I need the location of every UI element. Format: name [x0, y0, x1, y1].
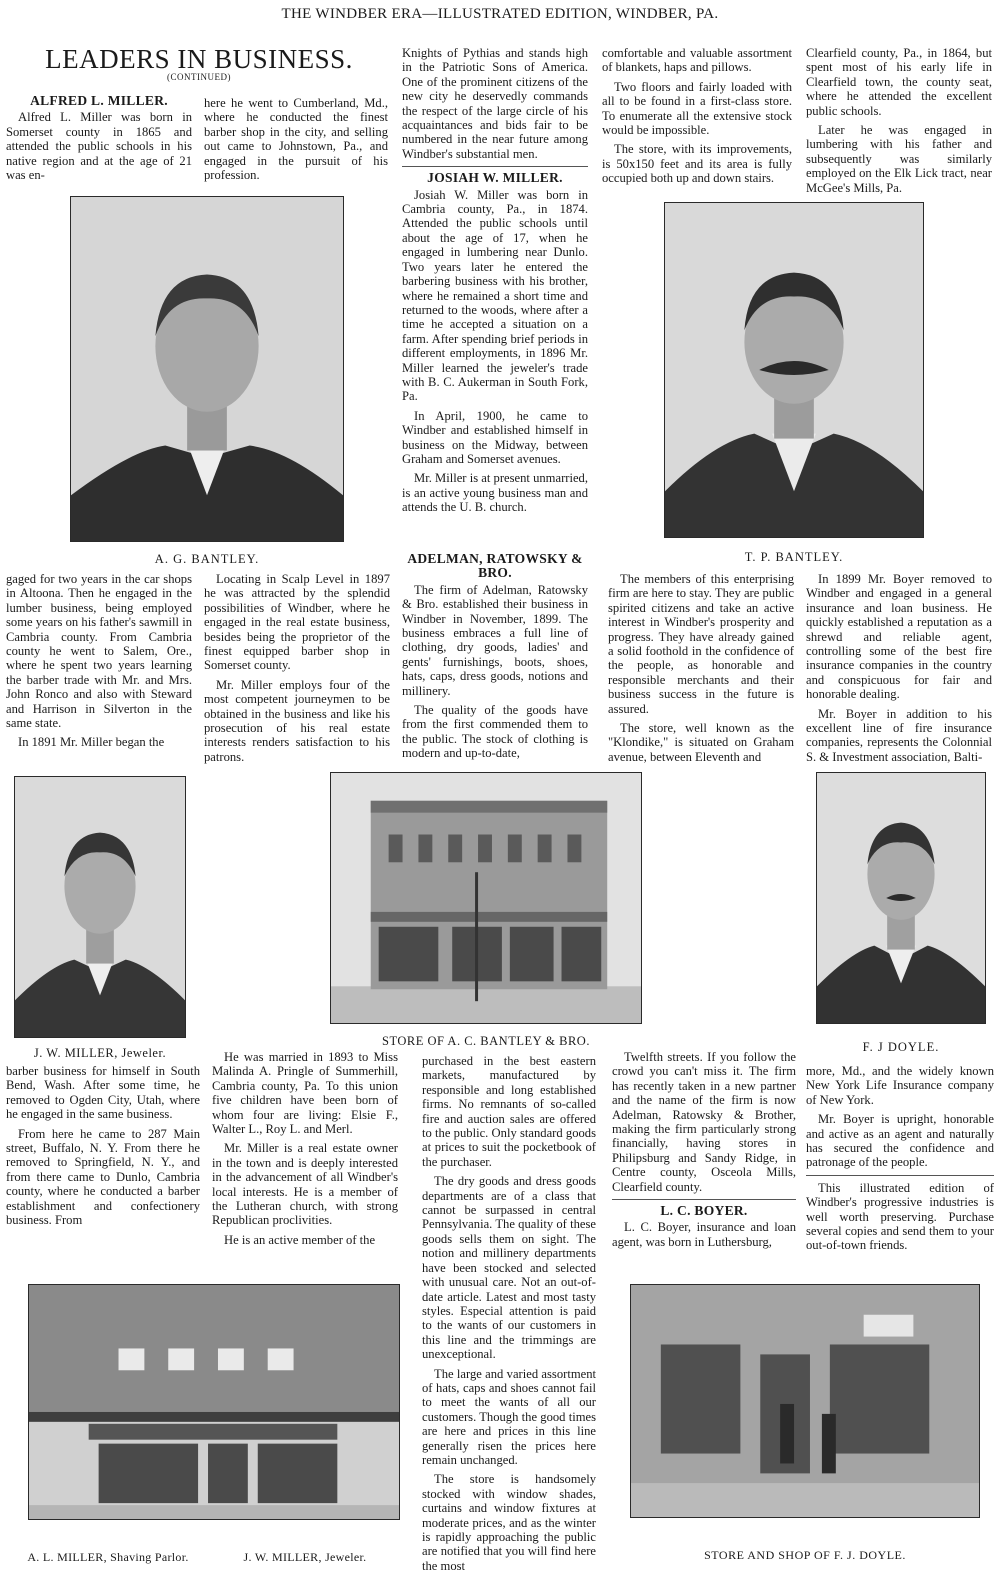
caption-al-miller-parlor: A. L. MILLER, Shaving Parlor.: [27, 1550, 189, 1564]
alfred-c2: In 1891 Mr. Miller began the: [18, 735, 165, 750]
column-alfred-mid2: [204, 572, 390, 769]
adelman-heading: ADELMAN, RATOWSKY & BRO.: [407, 551, 583, 581]
photo-miller-storefronts: [28, 1284, 400, 1520]
portrait-jw-miller: [14, 776, 186, 1038]
caption-doyle-store: STORE AND SHOP OF F. J. DOYLE.: [704, 1548, 906, 1562]
portrait-fj-doyle: [816, 772, 986, 1024]
josiah-p1: Josiah W. Miller was born in Cambria county, Pa., in 1874. Attended the public schools until about the age of 17, when he engaged in lumbering near Dunlo. Two years later he entered the barbering business with his brother, where he remained a short time and returned to the woods, where after a time he accepted a situation on a farm. After spending brief periods in different employments, in 1896 Mr. Miller learned the jeweler's trade with B. C. Aukerman in South Fork, Pa.: [402, 187, 588, 404]
adelman-p6: The dry goods and dress goods departments are of a class that cannot be surpassed in central Pennsylvania. The quality of these goods sells them on sight. The notion and millinery departments have been stocked and selected with unusual care. Not an out-of-date article. Latest and most tasty styles. Especial attention is paid to the wants of our customers in this line and the trimmings are unexceptional.: [422, 1174, 596, 1362]
column-josiah-lower2: [212, 1050, 398, 1252]
caption-tp-bantley: T. P. BANTLEY.: [744, 550, 844, 564]
josiah-p8: He is an active member of the: [224, 1232, 376, 1247]
article-alfred-miller-cont: [204, 96, 388, 187]
adelman-p2: The quality of the goods have from the first commended them to the public. The stock of clothing is modern and up-to-date,: [402, 703, 588, 761]
boyer-heading: L. C. BOYER.: [612, 1199, 796, 1218]
josiah-p6: He was married in 1893 to Miss Malinda A. Pringle of Summerhill, Cambria county, Pa. To this union five children have been born of whom four are living: Elsie F., Walter L., Roy L. and Merl.: [212, 1050, 398, 1137]
store-top-p1: comfortable and valuable assortment of blankets, haps and pillows.: [602, 46, 792, 75]
portrait-ag-bantley: [70, 196, 344, 542]
boyer-top-p2: Later he was engaged in lumbering with his father and subsequently was similarly employed on the Elk Lick tract, near McGee's Mills, Pa.: [806, 123, 992, 195]
boyer-p6: This illustrated edition of Windber's progressive industries is well worth preserving. Purchase several copies and send them to your out-of-town friends.: [806, 1175, 994, 1253]
caption-fj-doyle: F. J DOYLE.: [862, 1040, 940, 1054]
page-title: LEADERS IN BUSINESS.: [45, 44, 353, 74]
column-adelman-2: [608, 572, 794, 769]
knights-text: Knights of Pythias and stands high in the Patriotic Sons of America. One of the prominent citizens of the new city he deservedly commands the respect of the large circle of his acquaintances and bids fair to be numbered in the near future among Windber's substantial men.: [402, 46, 588, 161]
boyer-top-p1: Clearfield county, Pa., in 1864, but spent most of his early life in Clearfield town, the county seat, where he attended the excellent public schools.: [806, 46, 992, 118]
josiah-p3: Mr. Miller is at present unmarried, is an active young business man and attends the U. B. church.: [402, 471, 588, 515]
josiah-p2: In April, 1900, he came to Windber and established himself in business on the Midway, between Graham and Somerset avenues.: [402, 408, 588, 466]
josiah-heading: JOSIAH W. MILLER.: [402, 166, 588, 185]
adelman-p4: The store, well known as the "Klondike," is situated on Graham avenue, between Eleventh and: [608, 721, 794, 764]
store-top-p2: Two floors and fairly loaded with all to be found in a first-class store. To enumerate all the extensive stock would be impossible.: [602, 79, 792, 138]
caption-jw-miller: J. W. MILLER, Jeweler.: [33, 1046, 167, 1060]
adelman-p9: Twelfth streets. If you follow the crowd you can't miss it. The firm has recently taken in a new partner and the name of the firm is now Adelman, Ratowsky & Brother, making the firm particularly strong financially, having stores in Philipsburg and Sandy Ridge, in Centre county, Osceola Mills, Clearfield county.: [612, 1050, 796, 1194]
adelman-p1: The firm of Adelman, Ratowsky & Bro. established their business in Windber in November, 1899. The business embraces a full line of clothing, dry goods, ladies' and gents' furnishings, boots, shoes, hats, caps, dress goods, notions and millinery.: [402, 582, 588, 698]
article-alfred-miller: [6, 94, 192, 187]
josiah-p4: barber business for himself in South Bend, Wash. After some time, he removed to Ogden City, Utah, where he engaged in the same business.: [6, 1064, 200, 1122]
column-adelman-lower: [422, 1054, 596, 1578]
alfred-c3: Locating in Scalp Level in 1897 he was attracted by the splendid possibilities of Windber, where he engaged in the real estate business, besides being the proprietor of the finest equipped barber shop in Somerset county.: [204, 572, 390, 673]
caption-ag-bantley: A. G. BANTLEY.: [154, 552, 260, 566]
column-adelman: [402, 552, 588, 766]
column-boyer-top: [806, 46, 992, 200]
masthead: THE WINDBER ERA—ILLUSTRATED EDITION, WINDBER, PA.: [281, 6, 719, 22]
column-boyer-lower: [806, 1064, 994, 1258]
adelman-p5: purchased in the best eastern markets, manufactured by responsible and long established firms. No remnants of so-called fire and auction sales are offered to the public. Only standard goods at prices to suit the pocketbook of the purchaser.: [422, 1054, 596, 1169]
caption-jw-miller-jeweler: J. W. MILLER, Jeweler.: [243, 1550, 367, 1564]
column-josiah: [402, 46, 588, 520]
adelman-p3: The members of this enterprising firm are here to stay. They are public spirited citizens and take an active interest in Windber's prosperity and progress. They have already gained a solid foothold in the confidence of the people, as honorable and responsible merchants and their business success in the future is assured.: [608, 572, 794, 716]
boyer-p1: L. C. Boyer, insurance and loan agent, was born in Luthersburg,: [612, 1220, 796, 1249]
alfred-c4: Mr. Miller employs four of the most competent journeymen to be obtained in the business and like his prosecution of his real estate interests renders satisfaction to his patrons.: [204, 677, 390, 764]
photo-doyle-store: [630, 1284, 980, 1518]
boyer-p3: Mr. Boyer in addition to his excellent line of fire insurance companies, represents the Colonnial S. & Investment association, Balti-: [806, 706, 992, 764]
alfred-heading: ALFRED L. MILLER.: [30, 93, 168, 108]
adelman-p8: The store is handsomely stocked with window shades, curtains and window fixtures at moderate prices, and as the winter is rapidly approaching the public are notified that you will find here the most: [422, 1472, 596, 1573]
josiah-p5: From here he came to 287 Main street, Buffalo, N. Y. From there he removed to Springfield, N. Y., and from there came to Dunlo, Cambria county, where he conducted a barber establishment and confectionery business. From: [6, 1126, 200, 1228]
adelman-p7: The large and varied assortment of hats, caps and shoes cannot fail to meet the wants of all our customers. Though the good times are here and prices in this line generally risen the prices here remain unchanged.: [422, 1366, 596, 1467]
column-boyer-mid: [806, 572, 992, 769]
page-subtitle: (CONTINUED): [167, 72, 231, 82]
alfred-intro: Alfred L. Miller was born in Somerset county in 1865 and attended the public schools in his native region and at the age of 21 was en-: [6, 110, 192, 183]
column-josiah-lower: [6, 1064, 200, 1232]
column-store-top: [602, 46, 792, 191]
photo-store-ac-bantley: [330, 772, 642, 1024]
alfred-intro-cont: here he went to Cumberland, Md., where he conducted the finest barber shop in the city, and selling out came to Johnstown, Pa., and engaged in the pursuit of his profession.: [204, 96, 388, 183]
boyer-p2: In 1899 Mr. Boyer removed to Windber and engaged in a general insurance and loan business. He quickly established a reputation as a shrewd and reliable agent, controlling some of the best fire insurance companies in the country and conspicuous for fair and honorable dealing.: [806, 572, 992, 702]
alfred-c1: gaged for two years in the car shops in Altoona. Then he engaged in the lumber business, being employed some years on his father's sawmill in Cambria county. From Cambria county he went to Salem, Ore., where he spent two years learning the barber trade with Mr. and Mrs. John Ronco and also with Steward and Harrison in Silverton in the same state.: [6, 572, 192, 731]
column-alfred-mid: [6, 572, 192, 755]
column-adelman-lower2: [612, 1050, 796, 1254]
caption-store-ac-bantley: STORE OF A. C. BANTLEY & BRO.: [382, 1034, 590, 1048]
boyer-p4: more, Md., and the widely known New York Life Insurance company of New York.: [806, 1064, 994, 1107]
josiah-p7: Mr. Miller is a real estate owner in the town and is deeply interested in the advancement of all Windber's local interests. He is a member of the Lutheran church, with strong Republican proclivities.: [212, 1141, 398, 1228]
store-top-p3: The store, with its improvements, is 50x150 feet and its area is fully occupied both up and down stairs.: [602, 142, 792, 186]
boyer-p5: Mr. Boyer is upright, honorable and active as an agent and naturally has secured the confidence and patronage of the people.: [806, 1112, 994, 1170]
portrait-tp-bantley: [664, 202, 924, 538]
